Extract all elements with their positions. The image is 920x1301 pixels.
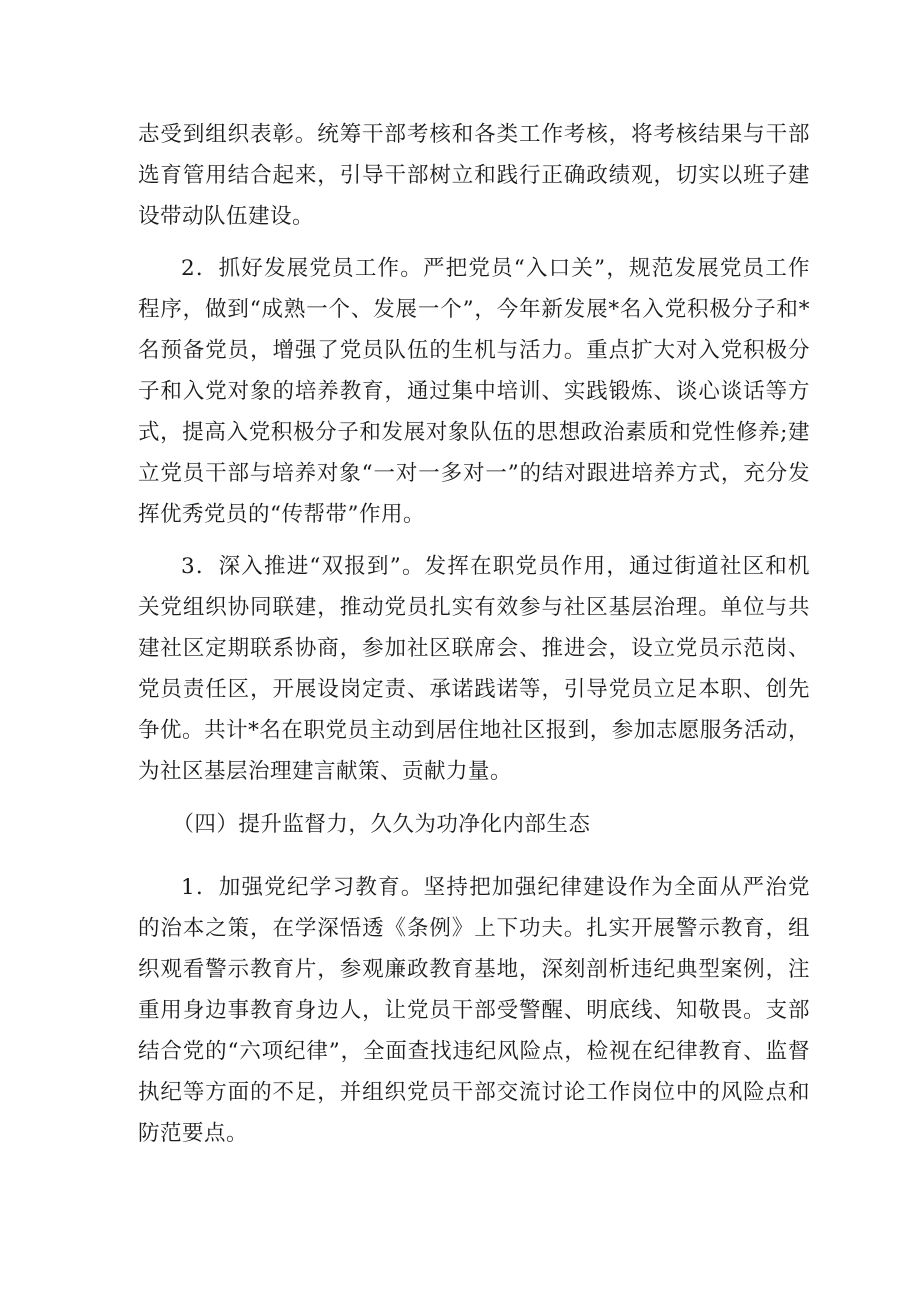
paragraph-continuation: 志受到组织表彰。统筹干部考核和各类工作考核，将考核结果与干部选育管用结合起来，引导干部树立和践行正确政绩观，切实以班子建设带动队伍建设。 [138,122,810,229]
document-body [138,114,810,1165]
paragraph-discipline-education: 1．加强党纪学习教育。坚持把加强纪律建设作为全面从严治党的治本之策，在学深悟透《条例》上下功夫。扎实开展警示教育，组织观看警示教育片，参观廉政教育基地，深刻剖析违纪典型案例，注重用身边事教育身边人，让党员干部受警醒、明底线、知敬畏。支部结合党的“六项纪律”，全面查找违纪风险点，检视在纪律教育、监督执纪等方面的不足，并组织党员干部交流讨论工作岗位中的风险点和防范要点。 [138,875,810,1146]
section-heading: （四）提升监督力，久久为功净化内部生态 [172,812,591,837]
paragraph-double-report: 3．深入推进“双报到”。发挥在职党员作用，通过街道社区和机关党组织协同联建，推动党员扎实有效参与社区基层治理。单位与共建社区定期联系协商，参加社区联席会、推进会，设立党员示范岗、党员责任区，开展设岗定责、承诺践诺等，引导党员立足本职、创先争优。共计*名在职党员主动到居住地社区报到，参加志愿服务活动，为社区基层治理建言献策、贡献力量。 [138,554,810,784]
paragraph-party-member-development: 2．抓好发展党员工作。严把党员“入口关”，规范发展党员工作程序，做到“成熟一个、发展一个”，今年新发展*名入党积极分子和*名预备党员，增强了党员队伍的生机与活力。重点扩大对入党积极分子和入党对象的培养教育，通过集中培训、实践锻炼、谈心谈话等方式，提高入党积极分子和发展对象队伍的思想政治素质和党性修养;建立党员干部与培养对象“一对一多对一”的结对跟进培养方式，充分发挥优秀党员的“传帮带”作用。 [138,256,810,527]
